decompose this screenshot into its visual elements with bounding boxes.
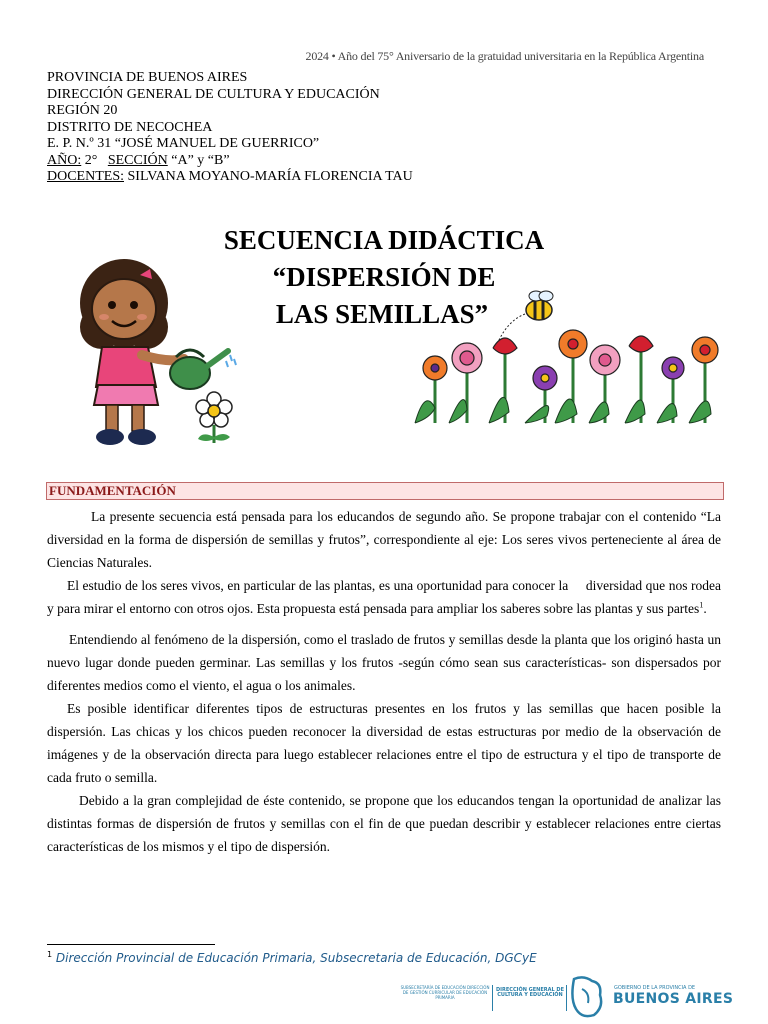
school-line: E. P. N.º 31 “JOSÉ MANUEL DE GUERRICO”: [47, 136, 320, 151]
directorate-line: DIRECCIÓN GENERAL DE CULTURA Y EDUCACIÓN: [47, 86, 380, 102]
year-value: 2°: [81, 152, 108, 168]
dgcye-logo-text: DIRECCIÓN GENERAL DE CULTURA Y EDUCACIÓN: [496, 987, 564, 998]
paragraph-4: Es posible identificar diferentes tipos de estructuras presentes en los frutos y las semillas que hacen posible la dispersión. Las chicas y los chicos pueden reconocer la diversidad de estas estructuras por medio de la observación de imágenes y de la observación directa para luego establecer relaciones entre el tipo de estructura y el tipo de transporte de cada fruto o semilla.: [47, 701, 721, 785]
region-line: REGIÓN 20: [47, 103, 118, 118]
title-line-3: LAS SEMILLAS”: [275, 299, 489, 329]
province-emblem-icon: [572, 977, 601, 1016]
fundamentacion-heading: FUNDAMENTACIÓN: [46, 482, 724, 500]
year-section-line: [47, 153, 413, 170]
paragraph-1: La presente secuencia está pensada para los educandos de segundo año. Se propone trabajar con el contenido “La diversidad en la forma de dispersión de semillas y frutos”, correspondiente al eje: Los seres vivos perteneciente al área de Ciencias Naturales.: [47, 509, 721, 570]
subsecretaria-logo-text: SUBSECRETARÍA DE EDUCACIÓN DIRECCIÓN DE GESTIÓN CURRICULAR DE EDUCACIÓN PRIMARIA: [400, 985, 490, 1000]
province-line: PROVINCIA DE BUENOS AIRES: [47, 70, 248, 85]
paragraph-2: [47, 574, 725, 620]
footnote-text: Dirección Provincial de Educación Primaria, Subsecretaria de Educación, DGCyE: [52, 951, 537, 965]
footnote-marker: 1: [47, 950, 53, 959]
footnote-reference: 1: [699, 600, 704, 610]
commemorative-note: 2024 • Año del 75° Aniversario de la gratuidad universitaria en la República Argentina: [305, 49, 704, 63]
buenos-aires-logo-text: BUENOS AIRES: [613, 991, 734, 1007]
footnote: [47, 950, 537, 965]
title-line-2: “DISPERSIÓN DE: [272, 262, 496, 292]
gov-province-small: GOBIERNO DE LA PROVINCIA DE: [614, 985, 696, 991]
paragraph-2-end: .: [703, 601, 707, 616]
title-line-1: SECUENCIA DIDÁCTICA: [223, 225, 545, 255]
teachers-line: [47, 169, 413, 186]
year-label: AÑO:: [47, 152, 82, 168]
paragraph-5: Debido a la gran complejidad de éste contenido, se propone que los educandos tengan la oportunidad de analizar las distintas formas de dispersión de frutos y semillas con el fin de que puedan describir y establecer relaciones entre ciertas características de los mismos y el tipo de dispersión.: [47, 793, 721, 854]
paragraph-2-text: El estudio de los seres vivos, en particular de las plantas, es una oportunidad para conocer la diversidad que nos rodea y para mirar el entorno con otros ojos. Esta propuesta está pensada para ampliar los saberes sobre las plantas y sus partes: [47, 578, 725, 616]
flower-garden-illustration: [405, 288, 735, 430]
district-line: DISTRITO DE NECOCHEA: [47, 119, 213, 135]
fundamentacion-body: [47, 505, 725, 858]
girl-watering-illustration: [72, 255, 252, 450]
teachers-value: SILVANA MOYANO-MARÍA FLORENCIA TAU: [124, 169, 413, 184]
footnote-divider: [47, 944, 215, 945]
teachers-label: DOCENTES:: [47, 169, 124, 184]
section-value: “A” y “B”: [167, 152, 230, 168]
section-label: SECCIÓN: [107, 152, 168, 168]
paragraph-3: Entendiendo al fenómeno de la dispersión, como el traslado de frutos y semillas desde la planta que los originó hasta un nuevo lugar donde pueden germinar. Las semillas y los frutos -según cómo sean sus características- son dispersados por diferentes medios como el viento, el agua o los animales.: [47, 632, 721, 693]
school-header: [47, 70, 413, 186]
